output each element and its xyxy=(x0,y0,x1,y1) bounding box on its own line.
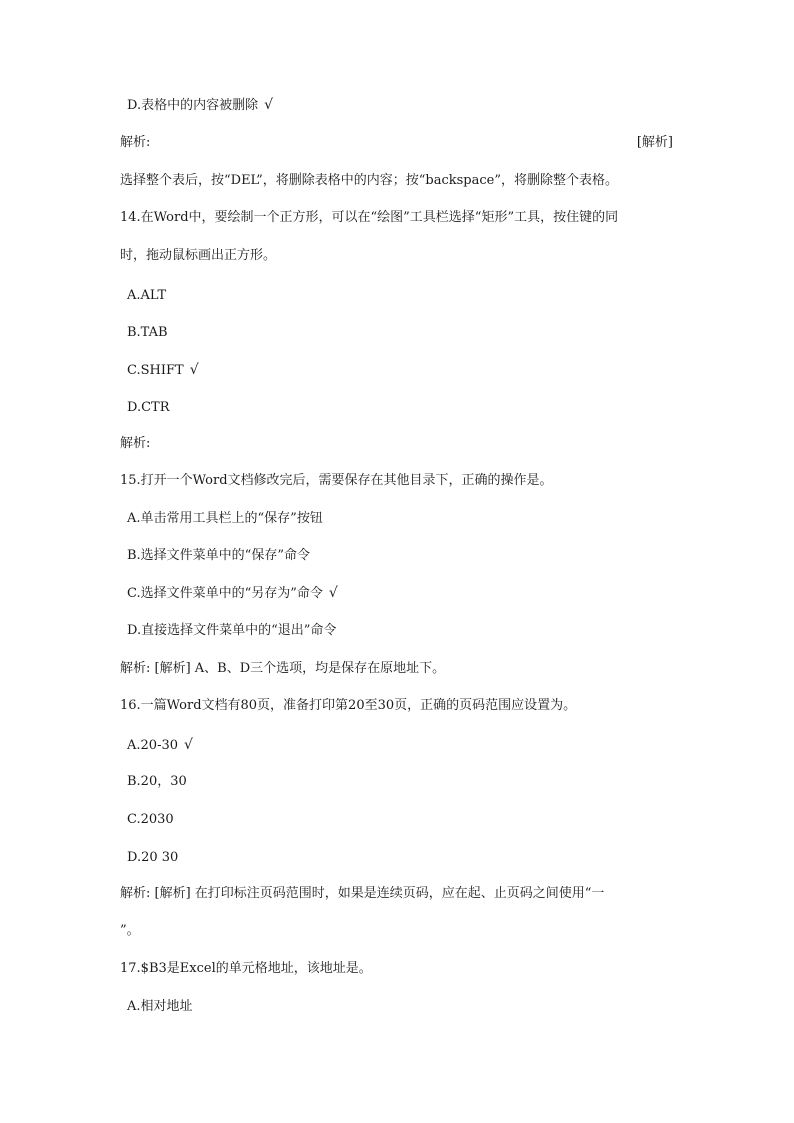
q13-analysis-text: 选择整个表后，按“DEL”，将删除表格中的内容；按“backspace”，将删除整个表格。 xyxy=(120,173,618,188)
q16-option-c: C.2030 xyxy=(127,812,174,827)
q14-question-line1: 14.在Word中，要绘制一个正方形，可以在“绘图”工具栏选择“矩形”工具，按住键的同 xyxy=(120,210,619,225)
q13-option-d-text: D.表格中的内容被删除 xyxy=(127,98,259,113)
q13-analysis-tag: [解析] xyxy=(636,135,673,150)
q16-analysis-line2: ”。 xyxy=(120,923,140,938)
q14-option-b: B.TAB xyxy=(127,325,168,340)
q17-question: 17.$B3是Excel的单元格地址，该地址是。 xyxy=(120,961,372,976)
q15-option-c-text: C.选择文件菜单中的“另存为”命令 xyxy=(127,586,323,601)
q14-option-a: A.ALT xyxy=(127,288,167,303)
correct-check-icon: √ xyxy=(264,97,274,113)
q13-analysis-label: 解析: xyxy=(120,135,151,150)
q14-question-line2: 时，拖动鼠标画出正方形。 xyxy=(120,248,277,263)
q15-option-b: B.选择文件菜单中的“保存”命令 xyxy=(127,548,310,563)
q14-option-d: D.CTR xyxy=(127,400,170,415)
correct-check-icon: √ xyxy=(184,737,193,753)
q14-option-c-text: C.SHIFT xyxy=(127,363,184,378)
correct-check-icon: √ xyxy=(189,362,199,378)
q16-option-a-text: A.20-30 xyxy=(127,738,178,753)
correct-check-icon: √ xyxy=(328,585,338,601)
q16-option-d: D.20 30 xyxy=(127,850,179,865)
q17-option-a: A.相对地址 xyxy=(127,999,193,1014)
q14-analysis-label: 解析: xyxy=(120,436,151,451)
q14-option-c xyxy=(127,361,199,380)
q16-question: 16.一篇Word文档有80页，准备打印第20至30页，正确的页码范围应设置为。 xyxy=(120,698,577,713)
q16-option-a xyxy=(127,736,193,755)
q15-question: 15.打开一个Word文档修改完后，需要保存在其他目录下，正确的操作是。 xyxy=(120,473,553,488)
q16-option-b: B.20，30 xyxy=(127,774,187,789)
q15-option-c xyxy=(127,584,338,603)
q15-analysis: 解析: [解析] A、B、D三个选项，均是保存在原地址下。 xyxy=(120,661,446,676)
q16-analysis-line1: 解析: [解析] 在打印标注页码范围时，如果是连续页码，应在起、止页码之间使用“一 xyxy=(120,886,605,901)
q13-option-d xyxy=(127,96,273,115)
q15-option-d: D.直接选择文件菜单中的“退出”命令 xyxy=(127,623,337,638)
q15-option-a: A.单击常用工具栏上的“保存”按钮 xyxy=(127,511,323,526)
